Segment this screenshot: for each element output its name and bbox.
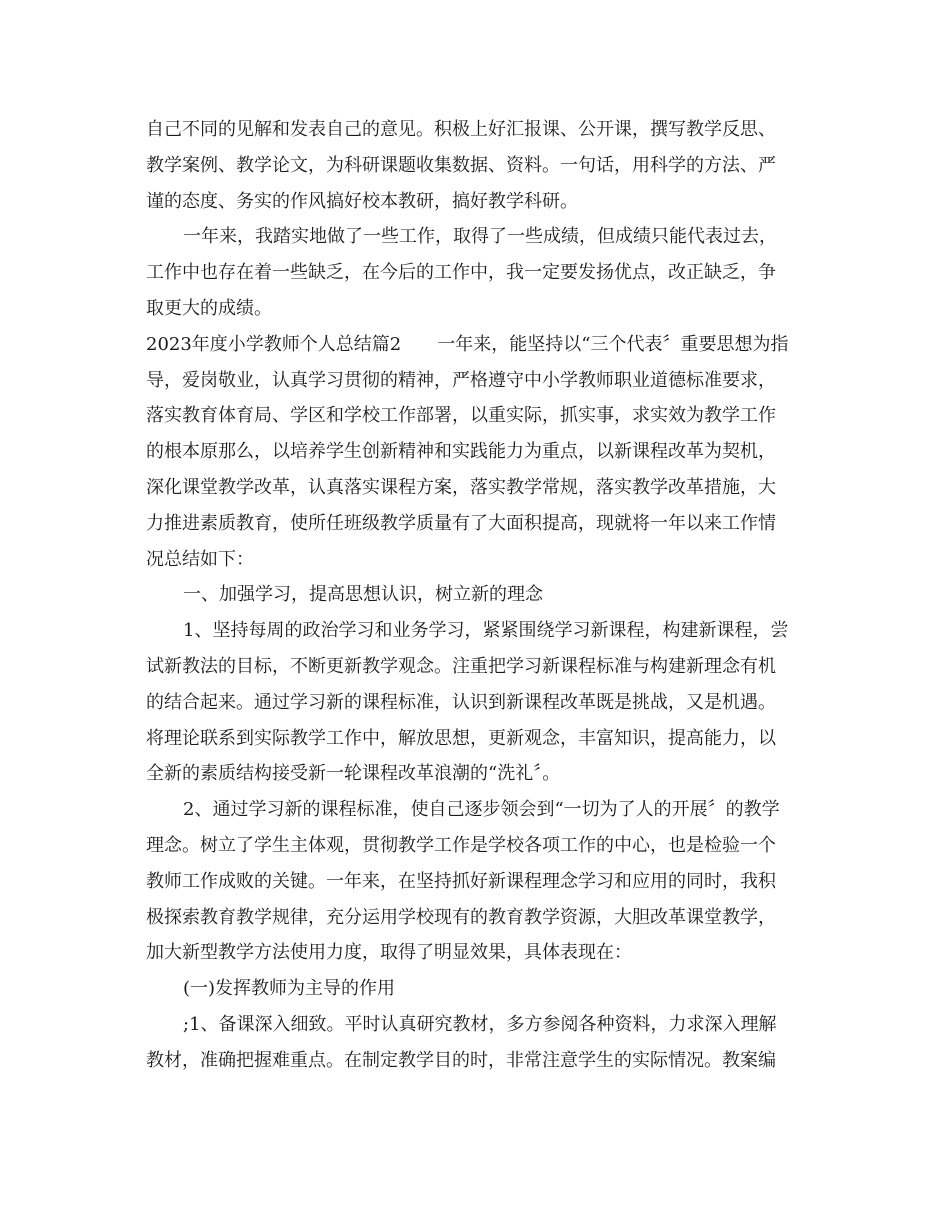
text-line: 落实教育体育局、学区和学校工作部署，以重实际，抓实事，求实效为教学工作 <box>146 405 776 427</box>
text-line: 谨的态度、务实的作风搞好校本教研，搞好教学科研。 <box>146 190 578 212</box>
text-line: 深化课堂教学改革，认真落实课程方案，落实教学常规，落实教学改革措施，大 <box>146 476 776 498</box>
text-line: 将理论联系到实际教学工作中，解放思想，更新观念，丰富知识，提高能力，以 <box>146 727 776 749</box>
body-text <box>146 112 806 1079</box>
text-line: 理念。树立了学生主体观，贯彻教学工作是学校各项工作的中心，也是检验一个 <box>146 834 776 856</box>
text-line: 极探索教育教学规律，充分运用学校现有的教育教学资源，大胆改革课堂教学， <box>146 906 776 928</box>
text-line: 教师工作成败的关键。一年来，在坚持抓好新课程理念学习和应用的同时，我积 <box>146 870 776 892</box>
text-line: 加大新型教学方法使用力度，取得了明显效果，具体表现在： <box>146 942 632 964</box>
text-line: 的根本原那么，以培养学生创新精神和实践能力为重点，以新课程改革为契机， <box>146 441 776 463</box>
text-line: 导，爱岗敬业，认真学习贯彻的精神，严格遵守中小学教师职业道德标准要求， <box>146 369 776 391</box>
text-line: 自己不同的见解和发表自己的意见。积极上好汇报课、公开课，撰写教学反思、 <box>146 119 776 140</box>
subheading: (一)发挥教师为主导的作用 <box>183 978 396 1000</box>
text-line: 一年来，我踏实地做了一些工作，取得了一些成绩，但成绩只能代表过去， <box>183 226 777 248</box>
text-line: 力推进素质教育，使所任班级教学质量有了大面积提高，现就将一年以来工作情 <box>146 512 776 534</box>
text-line: 教学案例、教学论文，为科研课题收集数据、资料。一句话，用科学的方法、严 <box>146 154 776 176</box>
text-line: 试新教法的目标，不断更新教学观念。注重把学习新课程标准与构建新理念有机 <box>146 655 776 677</box>
text-line: 2、通过学习新的课程标准，使自己逐步领会到“一切为了人的开展〞的教学 <box>183 799 780 821</box>
section-heading: 2023年度小学教师个人总结篇2 <box>146 333 402 355</box>
text-line: 的结合起来。通过学习新的课程标准，认识到新课程改革既是挑战，又是机遇。 <box>146 691 776 713</box>
text-line: 取更大的成绩。 <box>146 297 272 319</box>
text-line: 工作中也存在着一些缺乏，在今后的工作中，我一定要发扬优点，改正缺乏，争 <box>146 262 776 284</box>
section-heading-line <box>146 327 806 363</box>
text-line: 全新的素质结构接受新一轮课程改革浪潮的“洗礼〞。 <box>146 763 561 785</box>
text-line: 1、坚持每周的政治学习和业务学习，紧紧围绕学习新课程，构建新课程，尝 <box>183 620 789 642</box>
text-line: 况总结如下： <box>146 548 254 570</box>
text-line: ;1、备课深入细致。平时认真研究教材，多方参阅各种资料，力求深入理解 <box>183 1013 777 1035</box>
text-line: 一年来，能坚持以“三个代表〞重要思想为指 <box>437 333 789 355</box>
subheading: 一、加强学习，提高思想认识，树立新的理念 <box>183 584 543 606</box>
text-line: 教材，准确把握难重点。在制定教学目的时，非常注意学生的实际情况。教案编 <box>146 1049 776 1071</box>
